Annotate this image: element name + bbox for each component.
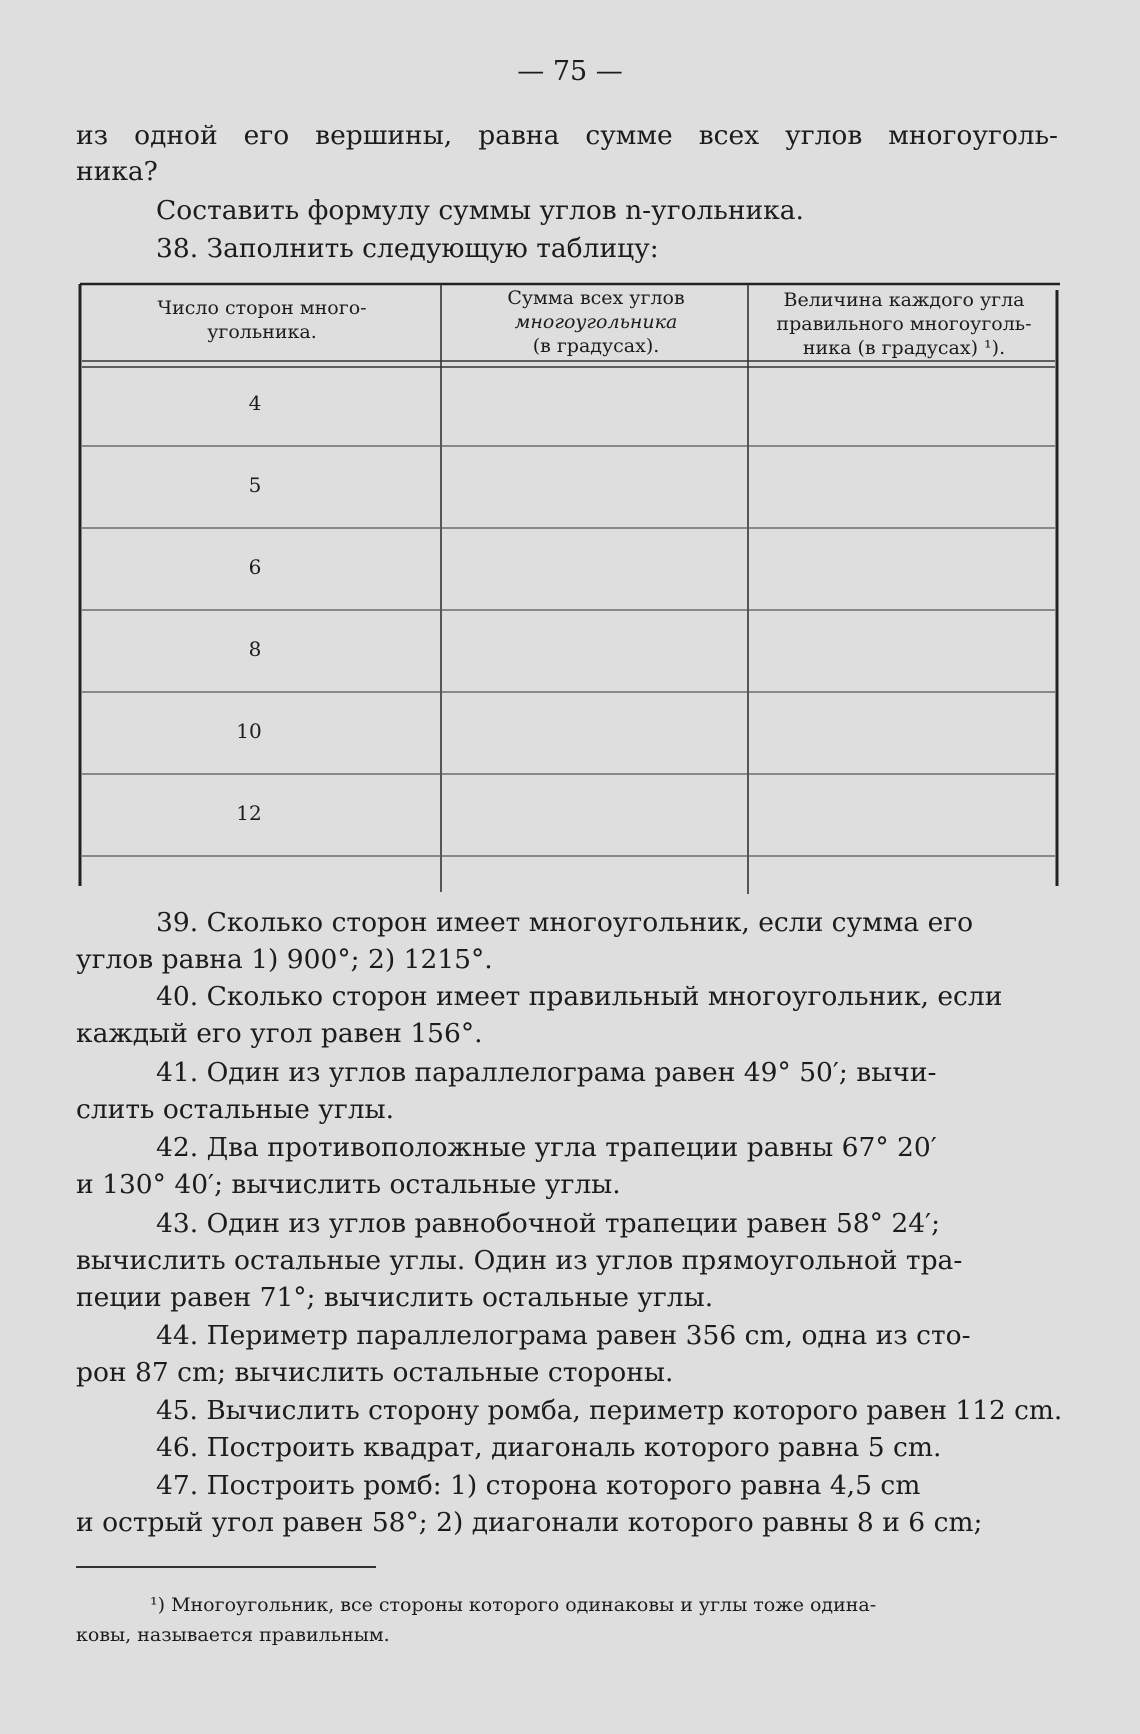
problem-43-line-2: вычислить остальные углы. Один из углов прямоугольной тра- <box>76 1245 963 1276</box>
problem-44-line-1: 44. Периметр параллелограма равен 356 cm, одна из сто- <box>156 1320 971 1351</box>
footnote-line-1: ¹) Многоугольник, все стороны которого одинаковы и углы тоже одина- <box>150 1594 877 1616</box>
problem-39-line-1: 39. Сколько сторон имеет многоугольник, если сумма его <box>156 907 974 938</box>
problem-43-line-3: пеции равен 71°; вычислить остальные углы. <box>76 1282 714 1313</box>
intro-line-3: Составить формулу суммы углов n-угольника. <box>156 195 804 226</box>
problem-47-line-1: 47. Построить ромб: 1) сторона которого равна 4,5 cm <box>156 1470 921 1501</box>
row-sides-8: 8 <box>248 637 262 661</box>
row-sides-5: 5 <box>248 473 262 497</box>
problem-40-line-2: каждый его угол равен 156°. <box>76 1018 483 1049</box>
problem-42-line-1: 42. Два противоположные угла трапеции равны 67° 20′ <box>156 1132 937 1163</box>
header-col3-line3: ника (в градусах) ¹). <box>802 337 1006 359</box>
row-sides-10: 10 <box>236 719 262 743</box>
problem-41-line-2: слить остальные углы. <box>76 1094 395 1125</box>
problem-42-line-2: и 130° 40′; вычислить остальные углы. <box>76 1169 621 1200</box>
header-col3-line2: правильного многоуголь- <box>776 313 1032 335</box>
problem-46: 46. Построить квадрат, диагональ которого равна 5 cm. <box>156 1432 942 1463</box>
header-col3-line1: Величина каждого угла <box>783 289 1025 311</box>
page-number: — 75 — <box>517 56 623 87</box>
row-sides-6: 6 <box>248 555 262 579</box>
problem-41-line-1: 41. Один из углов параллелограма равен 49° 50′; вычи- <box>156 1057 937 1088</box>
intro-line-1: из одной его вершины, равна сумме всех углов многоуголь- <box>76 120 1058 151</box>
problem-45: 45. Вычислить сторону ромба, периметр которого равен 112 cm. <box>156 1395 1063 1426</box>
row-sides-12: 12 <box>236 801 262 825</box>
header-col2-line2: многоугольника <box>514 311 678 333</box>
problem-44-line-2: рон 87 cm; вычислить остальные стороны. <box>76 1357 674 1388</box>
problem-43-line-1: 43. Один из углов равнобочной трапеции равен 58° 24′; <box>156 1208 941 1239</box>
header-col2-line1: Сумма всех углов <box>507 287 685 309</box>
problem-47-line-2: и острый угол равен 58°; 2) диагонали которого равны 8 и 6 cm; <box>76 1507 983 1538</box>
footnote-rule <box>76 1566 376 1568</box>
header-col2-line3: (в градусах). <box>532 335 660 357</box>
header-col1-line2: угольника. <box>207 321 317 343</box>
intro-line-2: ника? <box>76 156 158 187</box>
footnote-line-2: ковы, называется правильным. <box>76 1624 390 1646</box>
problem-40-line-1: 40. Сколько сторон имеет правильный многоугольник, если <box>156 981 1003 1012</box>
intro-line-4: 38. Заполнить следующую таблицу: <box>156 233 659 264</box>
row-sides-4: 4 <box>248 391 262 415</box>
problem-39-line-2: углов равна 1) 900°; 2) 1215°. <box>76 944 493 975</box>
header-col1-line1: Число сторон много- <box>157 297 367 319</box>
